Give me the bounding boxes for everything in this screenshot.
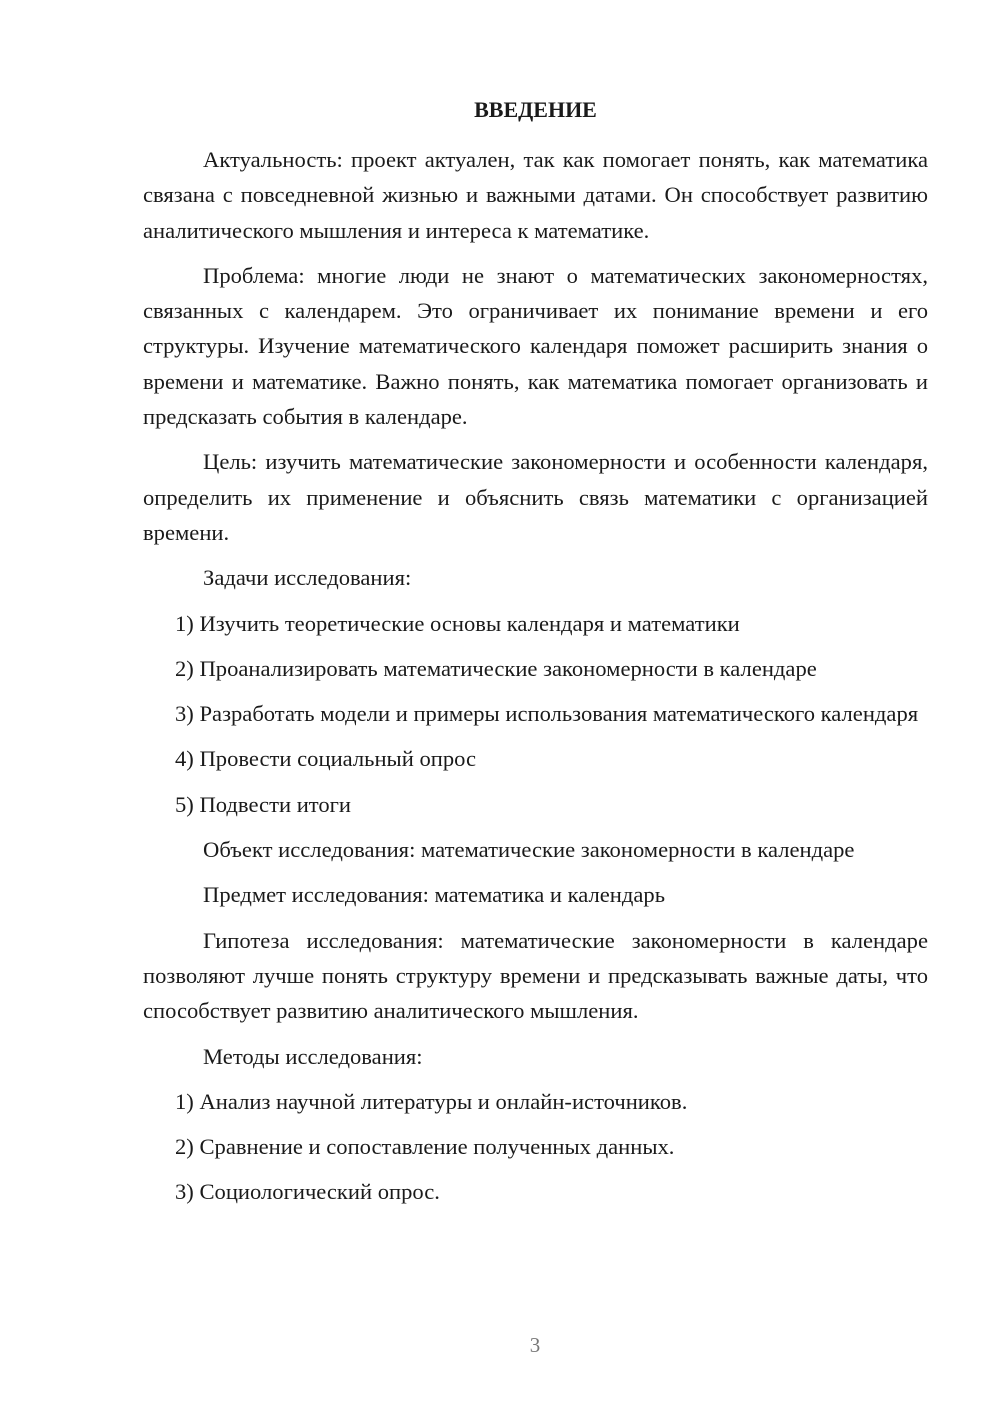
document-page bbox=[143, 94, 928, 1220]
tasks-title: Задачи исследования: bbox=[203, 565, 412, 591]
section-heading: ВВЕДЕНИЕ bbox=[474, 97, 597, 122]
paragraph-hypothesis: Гипотеза исследования: математические закономерности в календаре позволяют лучше понять структуру времени и предсказывать важные даты, что способствует развитию аналитического мышления. bbox=[143, 927, 928, 1024]
task-item: 1) Изучить теоретические основы календаря и математики bbox=[175, 610, 740, 636]
method-item: 3) Социологический опрос. bbox=[175, 1179, 440, 1205]
paragraph-subject: Предмет исследования: математика и календарь bbox=[203, 882, 666, 908]
task-item: 4) Провести социальный опрос bbox=[175, 746, 477, 772]
page-number: 3 bbox=[529, 1333, 541, 1357]
task-item: 2) Проанализировать математические закономерности в календаре bbox=[175, 655, 817, 681]
paragraph-goal: Цель: изучить математические закономерности и особенности календаря, определить их применение и объяснить связь математики с организацией времени. bbox=[143, 449, 928, 545]
paragraph-relevance: Актуальность: проект актуален, так как помогает понять, как математика связана с повседневной жизнью и важными датами. Он способствует развитию аналитического мышления и интереса к математике. bbox=[143, 147, 928, 243]
paragraph-problem: Проблема: многие люди не знают о математических закономерностях, связанных с календарем. Это ограничивает их понимание времени и его структуры. Изучение математического календаря поможет расширить знания о времени и математике. Важно понять, как математика помогает организовать и предсказать события в календаре. bbox=[143, 262, 928, 430]
method-item: 1) Анализ научной литературы и онлайн-источников. bbox=[175, 1088, 688, 1114]
task-item: 3) Разработать модели и примеры использования математического календаря bbox=[175, 701, 919, 727]
paragraph-object: Объект исследования: математические закономерности в календаре bbox=[203, 837, 855, 863]
method-item: 2) Сравнение и сопоставление полученных данных. bbox=[175, 1134, 675, 1160]
task-item: 5) Подвести итоги bbox=[175, 791, 352, 817]
methods-title: Методы исследования: bbox=[203, 1043, 423, 1069]
